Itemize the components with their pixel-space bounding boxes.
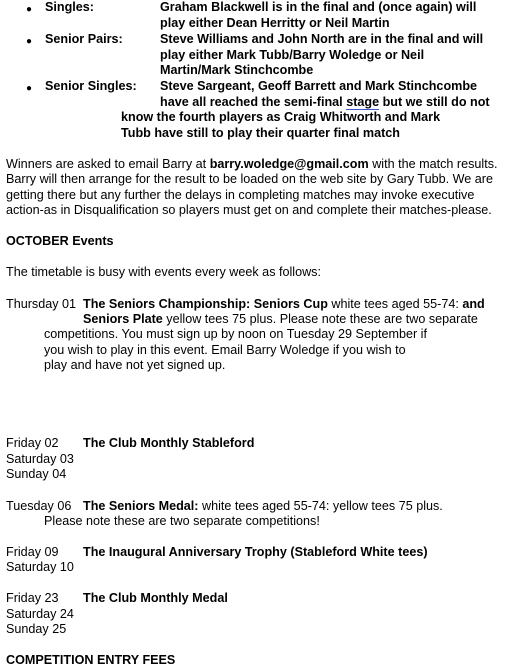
bullet-dot: ● xyxy=(26,36,33,47)
event-line: play and have not yet signed up. xyxy=(44,358,226,372)
event-title: The Inaugural Anniversary Trophy (Stableford White tees) xyxy=(83,545,428,559)
spellcheck-underlined-word: stage xyxy=(346,95,380,109)
event-date: Friday 23 xyxy=(6,591,59,605)
bullet-label-senior-singles: Senior Singles: xyxy=(45,79,137,93)
bullet-text: Martin/Mark Stinchcombe xyxy=(160,63,314,77)
paragraph-line: Barry will then arrange for the result to be loaded on the web site by Gary Tubb. We are xyxy=(6,172,493,186)
bullet-text: know the fourth players as Craig Whitworth and Mark xyxy=(121,110,441,124)
bullet-text: have all reached the semi-final stage but we still do not xyxy=(160,95,490,109)
event-date: Saturday 24 xyxy=(6,607,74,621)
event-line: you wish to play in this event. Email Barry Woledge if you wish to xyxy=(44,343,406,357)
email-address: barry.woledge@gmail.com xyxy=(209,157,369,171)
event-date: Friday 09 xyxy=(6,545,59,559)
bullet-dot: ● xyxy=(26,4,33,15)
bullet-text: play either Mark Tubb/Barry Woledge or Neil xyxy=(160,48,425,62)
entry-fees-heading: COMPETITION ENTRY FEES xyxy=(6,653,176,667)
event-line: competitions. You must sign up by noon on Tuesday 29 September if xyxy=(44,327,427,341)
bullet-text: Steve Sargeant, Geoff Barrett and Mark Stinchcombe xyxy=(160,79,478,93)
event-title: The Club Monthly Stableford xyxy=(83,436,255,450)
event-line: The Seniors Medal: white tees aged 55-74: yellow tees 75 plus. xyxy=(83,499,443,513)
event-title: The Club Monthly Medal xyxy=(83,591,228,605)
october-events-heading: OCTOBER Events xyxy=(6,234,114,248)
event-date: Friday 02 xyxy=(6,436,59,450)
event-date: Sunday 04 xyxy=(6,467,67,481)
event-line: The Seniors Championship: Seniors Cup white tees aged 55-74: and xyxy=(83,297,485,311)
paragraph-line: action-as in Disqualification so players must get on and complete their matches-please. xyxy=(6,203,492,217)
bullet-text: play either Dean Herritty or Neil Martin xyxy=(160,16,390,30)
bullet-text: Steve Williams and John North are in the final and will xyxy=(160,32,484,46)
event-date: Sunday 25 xyxy=(6,622,67,636)
bullet-text: Tubb have still to play their quarter final match xyxy=(121,126,400,140)
event-date: Thursday 01 xyxy=(6,297,77,311)
bullet-dot: ● xyxy=(26,83,33,94)
event-date: Saturday 03 xyxy=(6,452,74,466)
event-line: Please note these are two separate competitions! xyxy=(44,514,320,528)
bullet-text: Graham Blackwell is in the final and (once again) will xyxy=(160,0,477,14)
bullet-label-singles: Singles: xyxy=(45,0,94,14)
event-date: Saturday 10 xyxy=(6,560,74,574)
event-date: Tuesday 06 xyxy=(6,499,72,513)
event-line: Seniors Plate yellow tees 75 plus. Please note these are two separate xyxy=(83,312,478,326)
paragraph-line: Winners are asked to email Barry at barry.woledge@gmail.com with the match results. xyxy=(6,157,498,171)
timetable-intro: The timetable is busy with events every week as follows: xyxy=(6,265,321,279)
paragraph-line: getting there but any further the delays in completing matches may invoke executive xyxy=(6,188,475,202)
bullet-label-senior-pairs: Senior Pairs: xyxy=(45,32,123,46)
